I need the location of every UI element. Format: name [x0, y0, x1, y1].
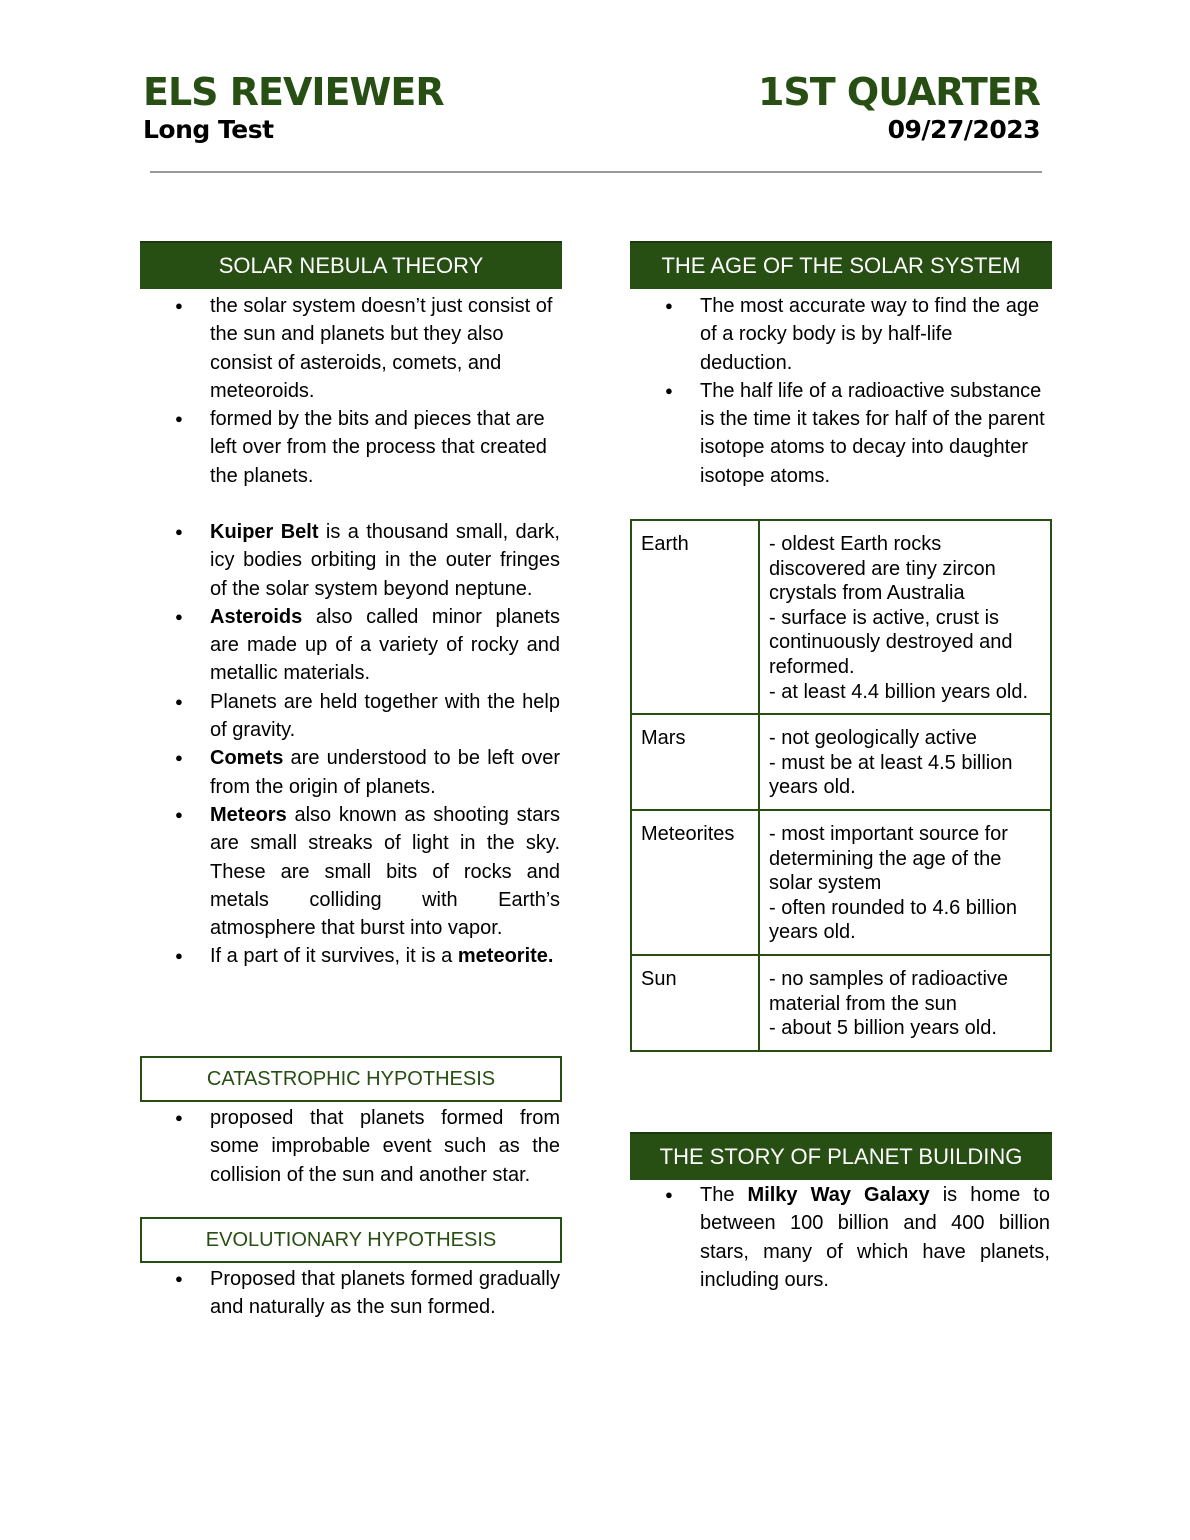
list-item: ● Planets are held together with the help of gravity. — [140, 688, 560, 745]
list-item: ● Meteors also known as shooting stars are small streaks of light in the sky. These are small bits of rocks and metals colliding with Earth’s atmosphere that burst into vapor. — [140, 801, 560, 942]
list-item: ● Kuiper Belt is a thousand small, dark, icy bodies orbiting in the outer fringes of the solar system beyond neptune. — [140, 518, 560, 603]
age-table — [630, 519, 1052, 1052]
list-item: ● the solar system doesn’t just consist of the sun and planets but they also consist of asteroids, comets, and meteoroids. — [140, 292, 560, 405]
document-subtitle: Long Test — [143, 115, 274, 144]
term: Meteors — [210, 803, 287, 826]
list-item: ● Asteroids also called minor planets are made up of a variety of rocky and metallic materials. — [140, 603, 560, 688]
list-item: ● Proposed that planets formed gradually and naturally as the sun formed. — [140, 1265, 560, 1322]
list-item: ● If a part of it survives, it is a meteorite. — [140, 942, 560, 970]
term: meteorite. — [457, 945, 554, 968]
header-divider — [150, 171, 1042, 173]
list-item: ● formed by the bits and pieces that are left over from the process that created the planets. — [140, 405, 560, 490]
solar-nebula-heading: SOLAR NEBULA THEORY — [140, 241, 562, 289]
term: Milky Way Galaxy — [747, 1184, 930, 1206]
document-title: ELS REVIEWER — [143, 70, 444, 114]
quarter-label: 1ST QUARTER — [757, 70, 1040, 114]
age-heading: THE AGE OF THE SOLAR SYSTEM — [630, 241, 1052, 289]
table-cell-body: Sun — [631, 955, 759, 1051]
catastrophic-heading: CATASTROPHIC HYPOTHESIS — [140, 1056, 562, 1102]
table-cell-details: - most important source for determining the age of the solar system - often rounded to 4.6 billion years old. — [759, 810, 1051, 955]
age-list — [630, 292, 1050, 490]
list-item: ● Comets are understood to be left over from the origin of planets. — [140, 744, 560, 801]
solar-nebula-list — [140, 292, 560, 490]
table-row — [631, 520, 1051, 714]
solar-nebula-terms-list — [140, 518, 560, 971]
date-label: 09/27/2023 — [887, 115, 1040, 144]
list-item: ● The most accurate way to find the age of a rocky body is by half-life deduction. — [630, 292, 1050, 377]
table-row — [631, 810, 1051, 955]
table-cell-details: - no samples of radioactive material from the sun - about 5 billion years old. — [759, 955, 1051, 1051]
evolutionary-heading: EVOLUTIONARY HYPOTHESIS — [140, 1217, 562, 1263]
catastrophic-list — [140, 1104, 560, 1189]
list-item: ● The Milky Way Galaxy is home to between 100 billion and 400 billion stars, many of which have planets, including ours. — [630, 1181, 1050, 1294]
planet-building-list — [630, 1181, 1050, 1294]
list-item: ● The half life of a radioactive substance is the time it takes for half of the parent isotope atoms to decay into daughter isotope atoms. — [630, 377, 1050, 490]
table-row — [631, 714, 1051, 810]
term: Comets — [210, 747, 284, 770]
table-cell-body: Earth — [631, 520, 759, 714]
planet-building-heading: THE STORY OF PLANET BUILDING — [630, 1132, 1052, 1180]
table-cell-body: Meteorites — [631, 810, 759, 955]
table-cell-details: - oldest Earth rocks discovered are tiny zircon crystals from Australia - surface is active, crust is continuously destroyed and reformed. - at least 4.4 billion years old. — [759, 520, 1051, 714]
evolutionary-list — [140, 1265, 560, 1322]
term: Kuiper Belt — [210, 521, 319, 543]
table-row — [631, 955, 1051, 1051]
list-item: ● proposed that planets formed from some improbable event such as the collision of the sun and another star. — [140, 1104, 560, 1189]
term: Asteroids — [210, 605, 303, 628]
table-cell-body: Mars — [631, 714, 759, 810]
table-cell-details: - not geologically active - must be at least 4.5 billion years old. — [759, 714, 1051, 810]
